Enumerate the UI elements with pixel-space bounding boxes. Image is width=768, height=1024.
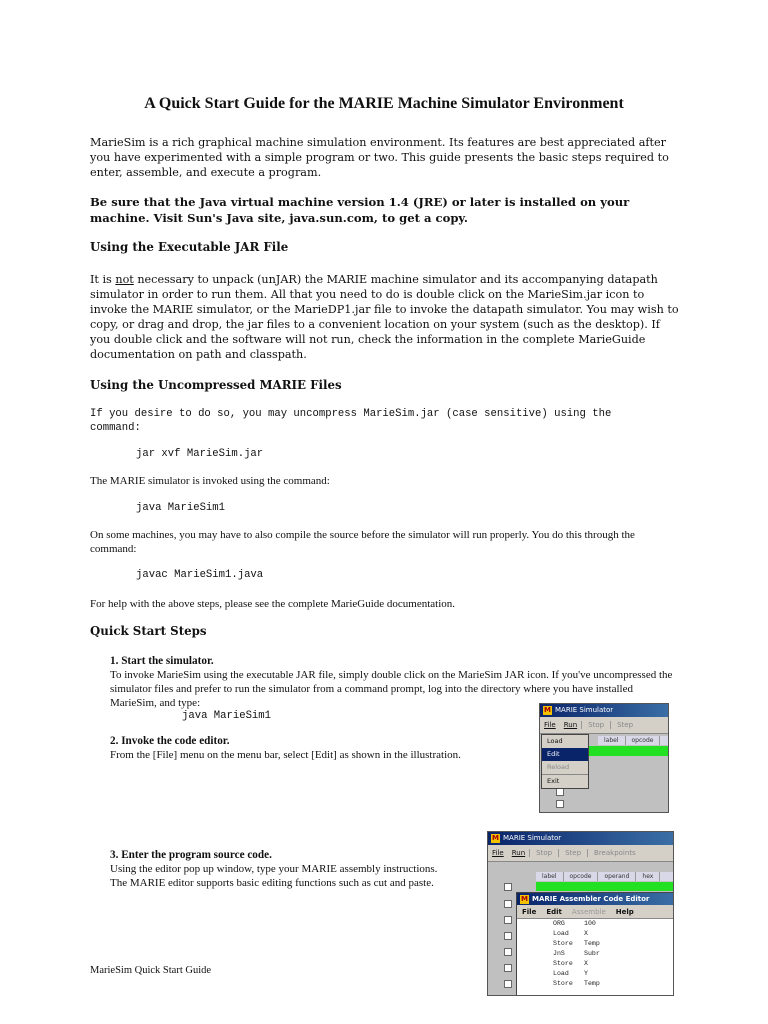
simulator2-titlebar: M MARIE Simulator xyxy=(488,832,673,845)
step3 xyxy=(110,848,450,890)
screenshot-file-menu xyxy=(539,703,669,813)
code-opcode: Store xyxy=(553,980,573,987)
code-operand: Temp xyxy=(584,940,600,947)
code-opcode: Store xyxy=(553,960,573,967)
code-operand: X xyxy=(584,960,588,967)
footer-text: MarieSim Quick Start Guide xyxy=(90,965,212,976)
not-emphasis: not xyxy=(115,273,134,286)
uncompress-paragraph: If you desire to do so, you may uncompress MarieSim.jar (case sensitive) using the command: xyxy=(90,408,612,434)
breakpoint-checkbox[interactable] xyxy=(504,916,512,924)
jar-paragraph: It is not necessary to unpack (unJAR) the MARIE machine simulator and its accompanying datapath simulator in order to run them. All that you need to do is double click on the MarieSim.jar icon to invoke the MARIE simulator, or the MarieDP1.jar file to invoke the datapath simulator. You may wish to copy, or drag and drop, the jar files to a convenient location on your system (such as the desktop). If you double click and the software will not run, check the information in the complete MarieGuide documentation on path and classpath. xyxy=(90,273,679,361)
breakpoints-button[interactable]: Breakpoints xyxy=(587,849,642,857)
step-button[interactable]: Step xyxy=(610,721,639,729)
screenshot-code-editor xyxy=(487,831,674,996)
code-operand: Y xyxy=(584,970,588,977)
breakpoint-checkbox[interactable] xyxy=(504,900,512,908)
code-opcode: Store xyxy=(553,940,573,947)
simulator-menubar xyxy=(540,717,668,734)
menu-item-exit[interactable]: Exit xyxy=(542,774,588,788)
invoked-paragraph: The MARIE simulator is invoked using the command: xyxy=(90,475,330,487)
command-jar-xvf: jar xvf MarieSim.jar xyxy=(136,448,264,460)
command-javac: javac MarieSim1.java xyxy=(136,569,264,581)
breakpoint-checkbox[interactable] xyxy=(504,932,512,940)
step3-text: Using the editor pop up window, type your MARIE assembly instructions. The MARIE editor supports basic editing functions such as cut and paste. xyxy=(110,863,438,889)
current-instruction-highlight xyxy=(536,882,673,891)
code-operand: Subr xyxy=(584,950,600,957)
code-operand: Temp xyxy=(584,980,600,987)
stop-button[interactable]: Stop xyxy=(529,849,558,857)
code-opcode: Load xyxy=(553,930,569,937)
page-title: A Quick Start Guide for the MARIE Machine Simulator Environment xyxy=(144,95,624,112)
editor-menu-help[interactable]: Help xyxy=(615,907,634,916)
step3-title: 3. Enter the program source code. xyxy=(110,849,272,861)
section-heading-steps: Quick Start Steps xyxy=(90,624,207,638)
editor-menu-edit[interactable]: Edit xyxy=(546,907,562,916)
code-editor-window xyxy=(516,892,674,996)
breakpoint-checkbox[interactable] xyxy=(504,980,512,988)
editor-titlebar: M MARIE Assembler Code Editor xyxy=(517,893,674,905)
command-java: java MarieSim1 xyxy=(136,502,226,514)
menu-file[interactable]: File xyxy=(492,849,504,857)
step-button[interactable]: Step xyxy=(558,849,587,857)
editor-menu-assemble[interactable]: Assemble xyxy=(571,907,606,916)
step1-command: java MarieSim1 xyxy=(182,710,272,722)
marie-logo-icon: M xyxy=(544,706,551,714)
current-instruction-highlight xyxy=(588,746,668,756)
menu-run[interactable]: Run xyxy=(563,721,578,729)
editor-menubar xyxy=(517,905,674,919)
stop-button[interactable]: Stop xyxy=(581,721,610,729)
breakpoint-checkbox[interactable] xyxy=(556,800,564,808)
code-operand: 100 xyxy=(584,920,596,927)
section-heading-uncompressed: Using the Uncompressed MARIE Files xyxy=(90,378,342,392)
breakpoint-checkbox[interactable] xyxy=(504,948,512,956)
program-table-header: label opcode xyxy=(598,736,668,745)
step1-text: To invoke MarieSim using the executable JAR file, simply double click on the MarieSim JAR icon. If you've uncompressed the simulator files and prefer to run the simulator from a command prompt, log into the directory where you have installed MarieSim, and type: xyxy=(110,669,673,709)
simulator2-menubar xyxy=(488,845,673,862)
menu-item-reload[interactable]: Reload xyxy=(547,763,570,771)
simulator-titlebar: M MARIE Simulator xyxy=(540,704,668,717)
menu-file[interactable]: File xyxy=(544,721,556,729)
step2-text: From the [File] menu on the menu bar, select [Edit] as shown in the illustration. xyxy=(110,749,461,761)
intro-paragraph: MarieSim is a rich graphical machine simulation environment. Its features are best appreciated after you have experimented with a simple program or two. This guide presents the basic steps required to enter, assemble, and execute a program. xyxy=(90,136,669,179)
menu-item-edit[interactable]: Edit xyxy=(542,748,588,761)
compile-paragraph: On some machines, you may have to also compile the source before the simulator will run properly. You do this through the command: xyxy=(90,529,635,555)
code-opcode: Load xyxy=(553,970,569,977)
code-operand: X xyxy=(584,930,588,937)
section-heading-jar: Using the Executable JAR File xyxy=(90,240,289,254)
step1-title: 1. Start the simulator. xyxy=(110,655,214,667)
menu-run[interactable]: Run xyxy=(511,849,526,857)
step2-title: 2. Invoke the code editor. xyxy=(110,735,230,747)
editor-menu-file[interactable]: File xyxy=(522,907,537,916)
file-menu-dropdown xyxy=(541,734,589,789)
java-requirement-note: Be sure that the Java virtual machine version 1.4 (JRE) or later is installed on your machine. Visit Sun's Java site, java.sun.com, to get a copy. xyxy=(90,195,630,225)
marie-logo-icon: M xyxy=(492,834,499,842)
code-opcode: ORG xyxy=(553,920,565,927)
editor-text-area[interactable] xyxy=(517,918,674,996)
step1 xyxy=(110,654,680,710)
breakpoint-checkbox[interactable] xyxy=(504,883,512,891)
menu-item-load[interactable]: Load xyxy=(547,737,563,745)
program-table-header: label opcode operand hex xyxy=(536,872,673,881)
marie-logo-icon: M xyxy=(521,894,528,903)
breakpoint-checkbox[interactable] xyxy=(504,964,512,972)
help-paragraph: For help with the above steps, please see the complete MarieGuide documentation. xyxy=(90,598,456,610)
breakpoint-checkbox[interactable] xyxy=(556,788,564,796)
step2 xyxy=(110,734,500,762)
code-opcode: JnS xyxy=(553,950,565,957)
